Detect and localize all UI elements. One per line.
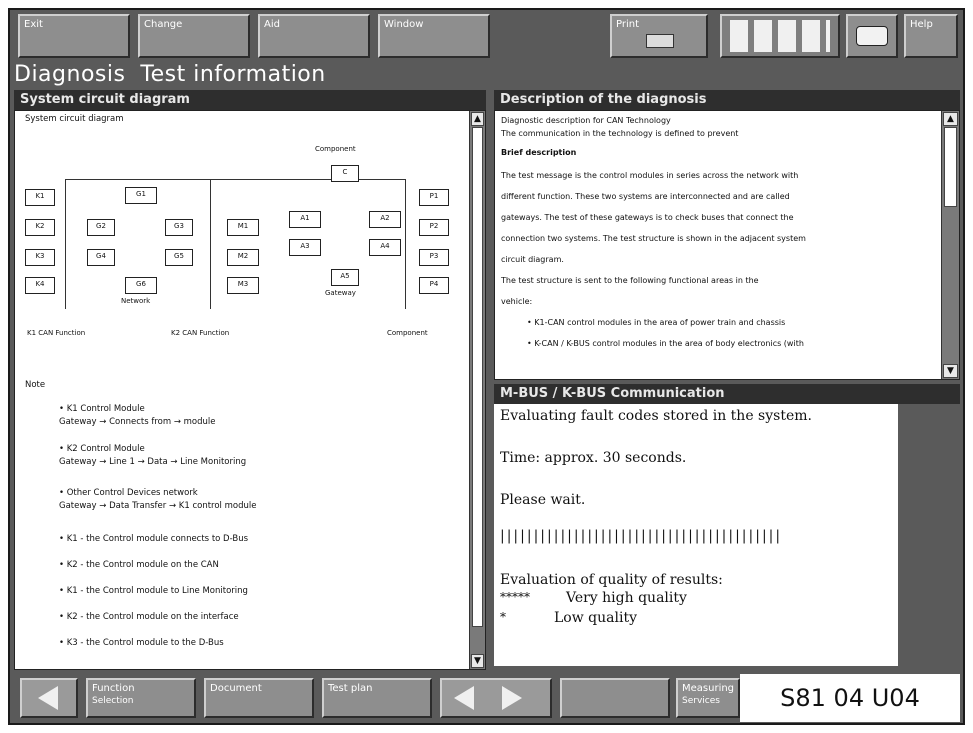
bus-label-3: Component: [387, 329, 428, 337]
list-item: • Other Control Devices network Gateway → Data Transfer → K1 control module: [59, 488, 257, 511]
change-button[interactable]: Change: [138, 14, 250, 58]
window-toggle-button[interactable]: [846, 14, 898, 58]
diagram-node: G3: [165, 219, 193, 236]
diagram-node: G4: [87, 249, 115, 266]
diagram-bus-line: [210, 179, 211, 309]
quality-marker-high: *****: [500, 590, 530, 604]
list-item: • K1 - the Control module connects to D-Bus: [59, 534, 249, 544]
list-item: • K3 - the Control module to the D-Bus: [59, 638, 224, 648]
prev-next-button[interactable]: [440, 678, 552, 718]
note-label: Note: [25, 380, 46, 390]
quality-label-low: Low quality: [554, 610, 637, 626]
test-code-label: S81 04 U04: [740, 674, 960, 722]
help-button[interactable]: Help: [904, 14, 958, 58]
right-top-panel-header: Description of the diagnosis: [494, 90, 960, 110]
diagram-bus-line: [65, 179, 66, 309]
diagram-node: G5: [165, 249, 193, 266]
right-bottom-panel-header: M-BUS / K-BUS Communication: [494, 384, 960, 404]
diagram-node: P2: [419, 219, 449, 236]
communication-panel: [494, 404, 898, 666]
description-text: Diagnostic description for CAN Technology The communication in the technology is defined to prevent Brief description The test message is the control modules in series across the network with different function. These two systems are interconnected and are called gateways. The test of these gateways is to check buses that connect the connection two systems. The test structure is shown in the adjacent system circuit diagram. The test structure is sent to the following functional areas in the vehicle: • K1-CAN control modules in the area of power train and chassis • K-CAN / K-BUS control modules in the area of body electronics (with: [501, 116, 806, 348]
scroll-thumb[interactable]: [472, 127, 483, 627]
diagram-node: A2: [369, 211, 401, 228]
diagram-node: P1: [419, 189, 449, 206]
scroll-down-arrow[interactable]: ▼: [471, 654, 484, 668]
diagram-node: G6: [125, 277, 157, 294]
exit-button[interactable]: Exit: [18, 14, 130, 58]
progress-indicator: ||||||||||||||||||||||||||||||||||||||||||: [500, 528, 783, 544]
list-item: • K2 Control Module Gateway → Line 1 → Data → Line Monitoring: [59, 444, 247, 467]
bus-label-2: K2 CAN Function: [171, 329, 230, 337]
empty-button[interactable]: [560, 678, 670, 718]
scroll-up-arrow[interactable]: ▲: [943, 112, 958, 126]
diagram-caption: System circuit diagram: [25, 114, 124, 124]
right-top-scrollbar[interactable]: [941, 111, 959, 379]
triangle-left-icon: [38, 686, 58, 710]
grid-icon: [730, 20, 830, 52]
print-label: Print: [616, 19, 640, 30]
ring-label: Network: [121, 297, 151, 305]
list-item: • K1 - the Control module to Line Monitoring: [59, 586, 248, 596]
document-button[interactable]: Document: [204, 678, 314, 718]
list-item: • K1 Control Module Gateway → Connects from → module: [59, 404, 216, 427]
measuring-services-button[interactable]: Measuring Services: [676, 678, 740, 718]
diagram-node: C: [331, 165, 359, 182]
page-back-button[interactable]: [20, 678, 78, 718]
status-line-1: Evaluating fault codes stored in the system.: [500, 408, 812, 424]
description-panel: [494, 110, 960, 380]
arrow-right-icon[interactable]: [502, 686, 522, 710]
print-button[interactable]: [610, 14, 708, 58]
diagram-node: K1: [25, 189, 55, 206]
printer-icon: [646, 34, 674, 48]
scroll-down-arrow[interactable]: ▼: [943, 364, 958, 378]
window-icon: [856, 26, 888, 46]
quality-label-high: Very high quality: [566, 590, 687, 606]
function-selection-button[interactable]: Function Selection: [86, 678, 196, 718]
diagram-node: A4: [369, 239, 401, 256]
left-panel-header: System circuit diagram: [14, 90, 486, 110]
diagram-node: M3: [227, 277, 259, 294]
aid-button[interactable]: Aid: [258, 14, 370, 58]
test-plan-button[interactable]: Test plan: [322, 678, 432, 718]
circuit-diagram-panel: [14, 110, 486, 670]
grid-view-button[interactable]: [720, 14, 840, 58]
diagram-node: G1: [125, 187, 157, 204]
gateway-label: Gateway: [325, 289, 356, 297]
scroll-up-arrow[interactable]: ▲: [471, 112, 484, 126]
diagram-node: A3: [289, 239, 321, 256]
diagram-node: K4: [25, 277, 55, 294]
quality-marker-low: *: [500, 610, 506, 624]
arrow-left-icon[interactable]: [454, 686, 474, 710]
diagram-node: G2: [87, 219, 115, 236]
status-line-3: Please wait.: [500, 492, 586, 508]
diagram-node: P3: [419, 249, 449, 266]
diagram-node: K3: [25, 249, 55, 266]
app-frame: [8, 8, 965, 725]
diagram-node: M2: [227, 249, 259, 266]
diagram-node: A1: [289, 211, 321, 228]
page-title: Diagnosis Test information: [14, 62, 326, 87]
diagram-node: A5: [331, 269, 359, 286]
list-item: • K2 - the Control module on the interface: [59, 612, 239, 622]
window-button[interactable]: Window: [378, 14, 490, 58]
diagram-node: P4: [419, 277, 449, 294]
diagram-top-label: Component: [315, 145, 356, 153]
list-item: • K2 - the Control module on the CAN: [59, 560, 219, 570]
left-scrollbar[interactable]: [469, 111, 485, 669]
bus-label-1: K1 CAN Function: [27, 329, 86, 337]
scroll-thumb[interactable]: [944, 127, 957, 207]
status-line-2: Time: approx. 30 seconds.: [500, 450, 687, 466]
quality-heading: Evaluation of quality of results:: [500, 572, 723, 588]
diagram-bus-line: [405, 179, 406, 309]
diagram-node: K2: [25, 219, 55, 236]
diagram-node: M1: [227, 219, 259, 236]
